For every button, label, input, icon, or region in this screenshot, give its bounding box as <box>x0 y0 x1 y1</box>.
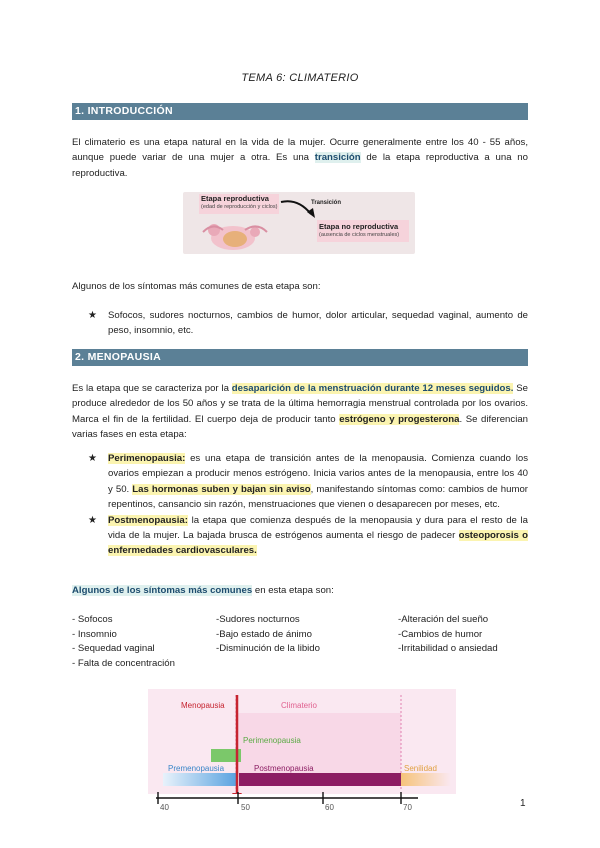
stage-nonreproductive-label: Etapa no reproductiva <box>319 222 399 231</box>
symptoms-intro: Algunos de los síntomas más comunes de esta etapa son: <box>72 281 321 292</box>
intro-paragraph: El climaterio es una etapa natural en la vida de la mujer. Ocurre generalmente entre los 40 - 55 años, aunque puede variar de una mujer a otra. Es una transición de la etapa reproductiva a una no reproductiva. <box>72 137 528 179</box>
list-item: - Sequedad vaginal <box>72 643 155 655</box>
star-bullet-icon: ★ <box>88 453 97 464</box>
section-heading-menopausia: 2. MENOPAUSIA <box>72 349 528 366</box>
list-item: -Bajo estado de ánimo <box>216 628 312 640</box>
highlight-osteoporosis: osteoporosis o enfermedades cardiovasculares. <box>108 530 528 557</box>
age-axis <box>148 790 428 820</box>
stage-reproductive-sublabel: (edad de reproducción y ciclos) <box>201 204 278 210</box>
perimenopausia-label: Perimenopausia <box>243 736 301 745</box>
climaterio-timeline-figure <box>148 689 456 794</box>
age-tick-label: 50 <box>241 803 250 812</box>
term-perimenopausia: Perimenopausia: <box>108 453 186 464</box>
menopausia-label: Menopausia <box>181 701 225 710</box>
highlight-hormonas: estrógeno y progesterona <box>339 413 460 425</box>
list-item: -Irritabilidad o ansiedad <box>398 643 498 655</box>
term-postmenopausia: Postmenopausia: <box>108 514 188 526</box>
age-tick-label: 70 <box>403 803 412 812</box>
common-symptoms-intro: Algunos de los síntomas más comunes en esta etapa son: <box>72 585 334 596</box>
premenopausia-label: Premenopausia <box>168 764 225 773</box>
transition-figure <box>183 192 415 254</box>
symptoms-column-1 <box>72 613 175 671</box>
age-tick-label: 40 <box>160 803 169 812</box>
menopausia-paragraph: Es la etapa que se caracteriza por la desaparición de la menstruación durante 12 meses seguidos. Se produce alrededor de los 50 años y se trata de la última hemorragia menstrual controlada por los ovarios. Marca el fin de la fertilidad. El cuerpo deja de producir tanto estrógeno y progesterona. Se diferencian varias fases en esta etapa: <box>72 383 528 441</box>
senilidad-label: Senilidad <box>404 764 437 773</box>
page-number: 1 <box>520 798 526 809</box>
climaterio-label: Climaterio <box>281 701 318 710</box>
list-item: -Sudores nocturnos <box>216 614 300 625</box>
highlight-desaparicion: desaparición de la menstruación durante 12 meses seguidos. <box>231 383 514 394</box>
list-item: -Disminución de la libido <box>216 643 320 655</box>
stage-reproductive-label: Etapa reproductiva <box>201 194 269 203</box>
phases-bullet-list <box>88 451 528 559</box>
stage-nonreproductive-sublabel: (ausencia de ciclos menstruales) <box>319 232 400 238</box>
postmenopausia-bar <box>239 773 401 786</box>
star-bullet-icon: ★ <box>88 310 97 321</box>
postmenopausia-label: Postmenopausia <box>254 764 314 773</box>
highlight-hormonas-suben: Las hormonas suben y bajan sin aviso <box>132 483 311 495</box>
list-item: - Insomnio <box>72 628 117 640</box>
premenopausia-bar <box>163 773 236 786</box>
senilidad-bar <box>401 773 451 786</box>
list-item: - Sofocos <box>72 614 113 625</box>
highlight-transicion: transición <box>314 152 361 164</box>
list-item: -Cambios de humor <box>398 628 483 640</box>
list-item: ★ Perimenopausia: es una etapa de transición antes de la menopausia. Comienza cuando los ovarios empiezan a producir menos estrógeno. Inicia varios antes de la menopausia, entre los 40 y 50. Las hormonas suben y bajan sin aviso, manifestando síntomas como: cambios de humor repentinos, cansancio sin razón, menstruaciones que vienen o desaparecen por meses, etc. <box>88 453 528 511</box>
symptoms-bullet-list <box>88 308 528 339</box>
document-title: TEMA 6: CLIMATERIO <box>241 72 359 84</box>
list-item: - Falta de concentración <box>72 657 175 669</box>
uterus-illustration <box>203 224 267 250</box>
section-heading-introduccion: 1. INTRODUCCIÓN <box>72 103 528 120</box>
transition-arrow <box>281 201 311 214</box>
list-item: ★ Sofocos, sudores nocturnos, cambios de humor, dolor articular, sequedad vaginal, aumento de peso, insomnio, etc. <box>88 310 528 337</box>
symptoms-column-3 <box>398 613 498 657</box>
highlight-sintomas: Algunos de los síntomas más comunes <box>72 585 253 596</box>
age-tick-label: 60 <box>325 803 334 812</box>
list-item: -Alteración del sueño <box>398 614 489 625</box>
list-item: ★ Postmenopausia: la etapa que comienza después de la menopausia y dura para el resto de la vida de la mujer. La bajada brusca de estrógenos aumenta el riesgo de padecer osteoporosis o enfermedades cardiovasculares. <box>88 514 528 557</box>
transition-label: Transición <box>311 200 342 206</box>
star-bullet-icon: ★ <box>88 514 97 526</box>
symptoms-column-2 <box>216 613 320 657</box>
